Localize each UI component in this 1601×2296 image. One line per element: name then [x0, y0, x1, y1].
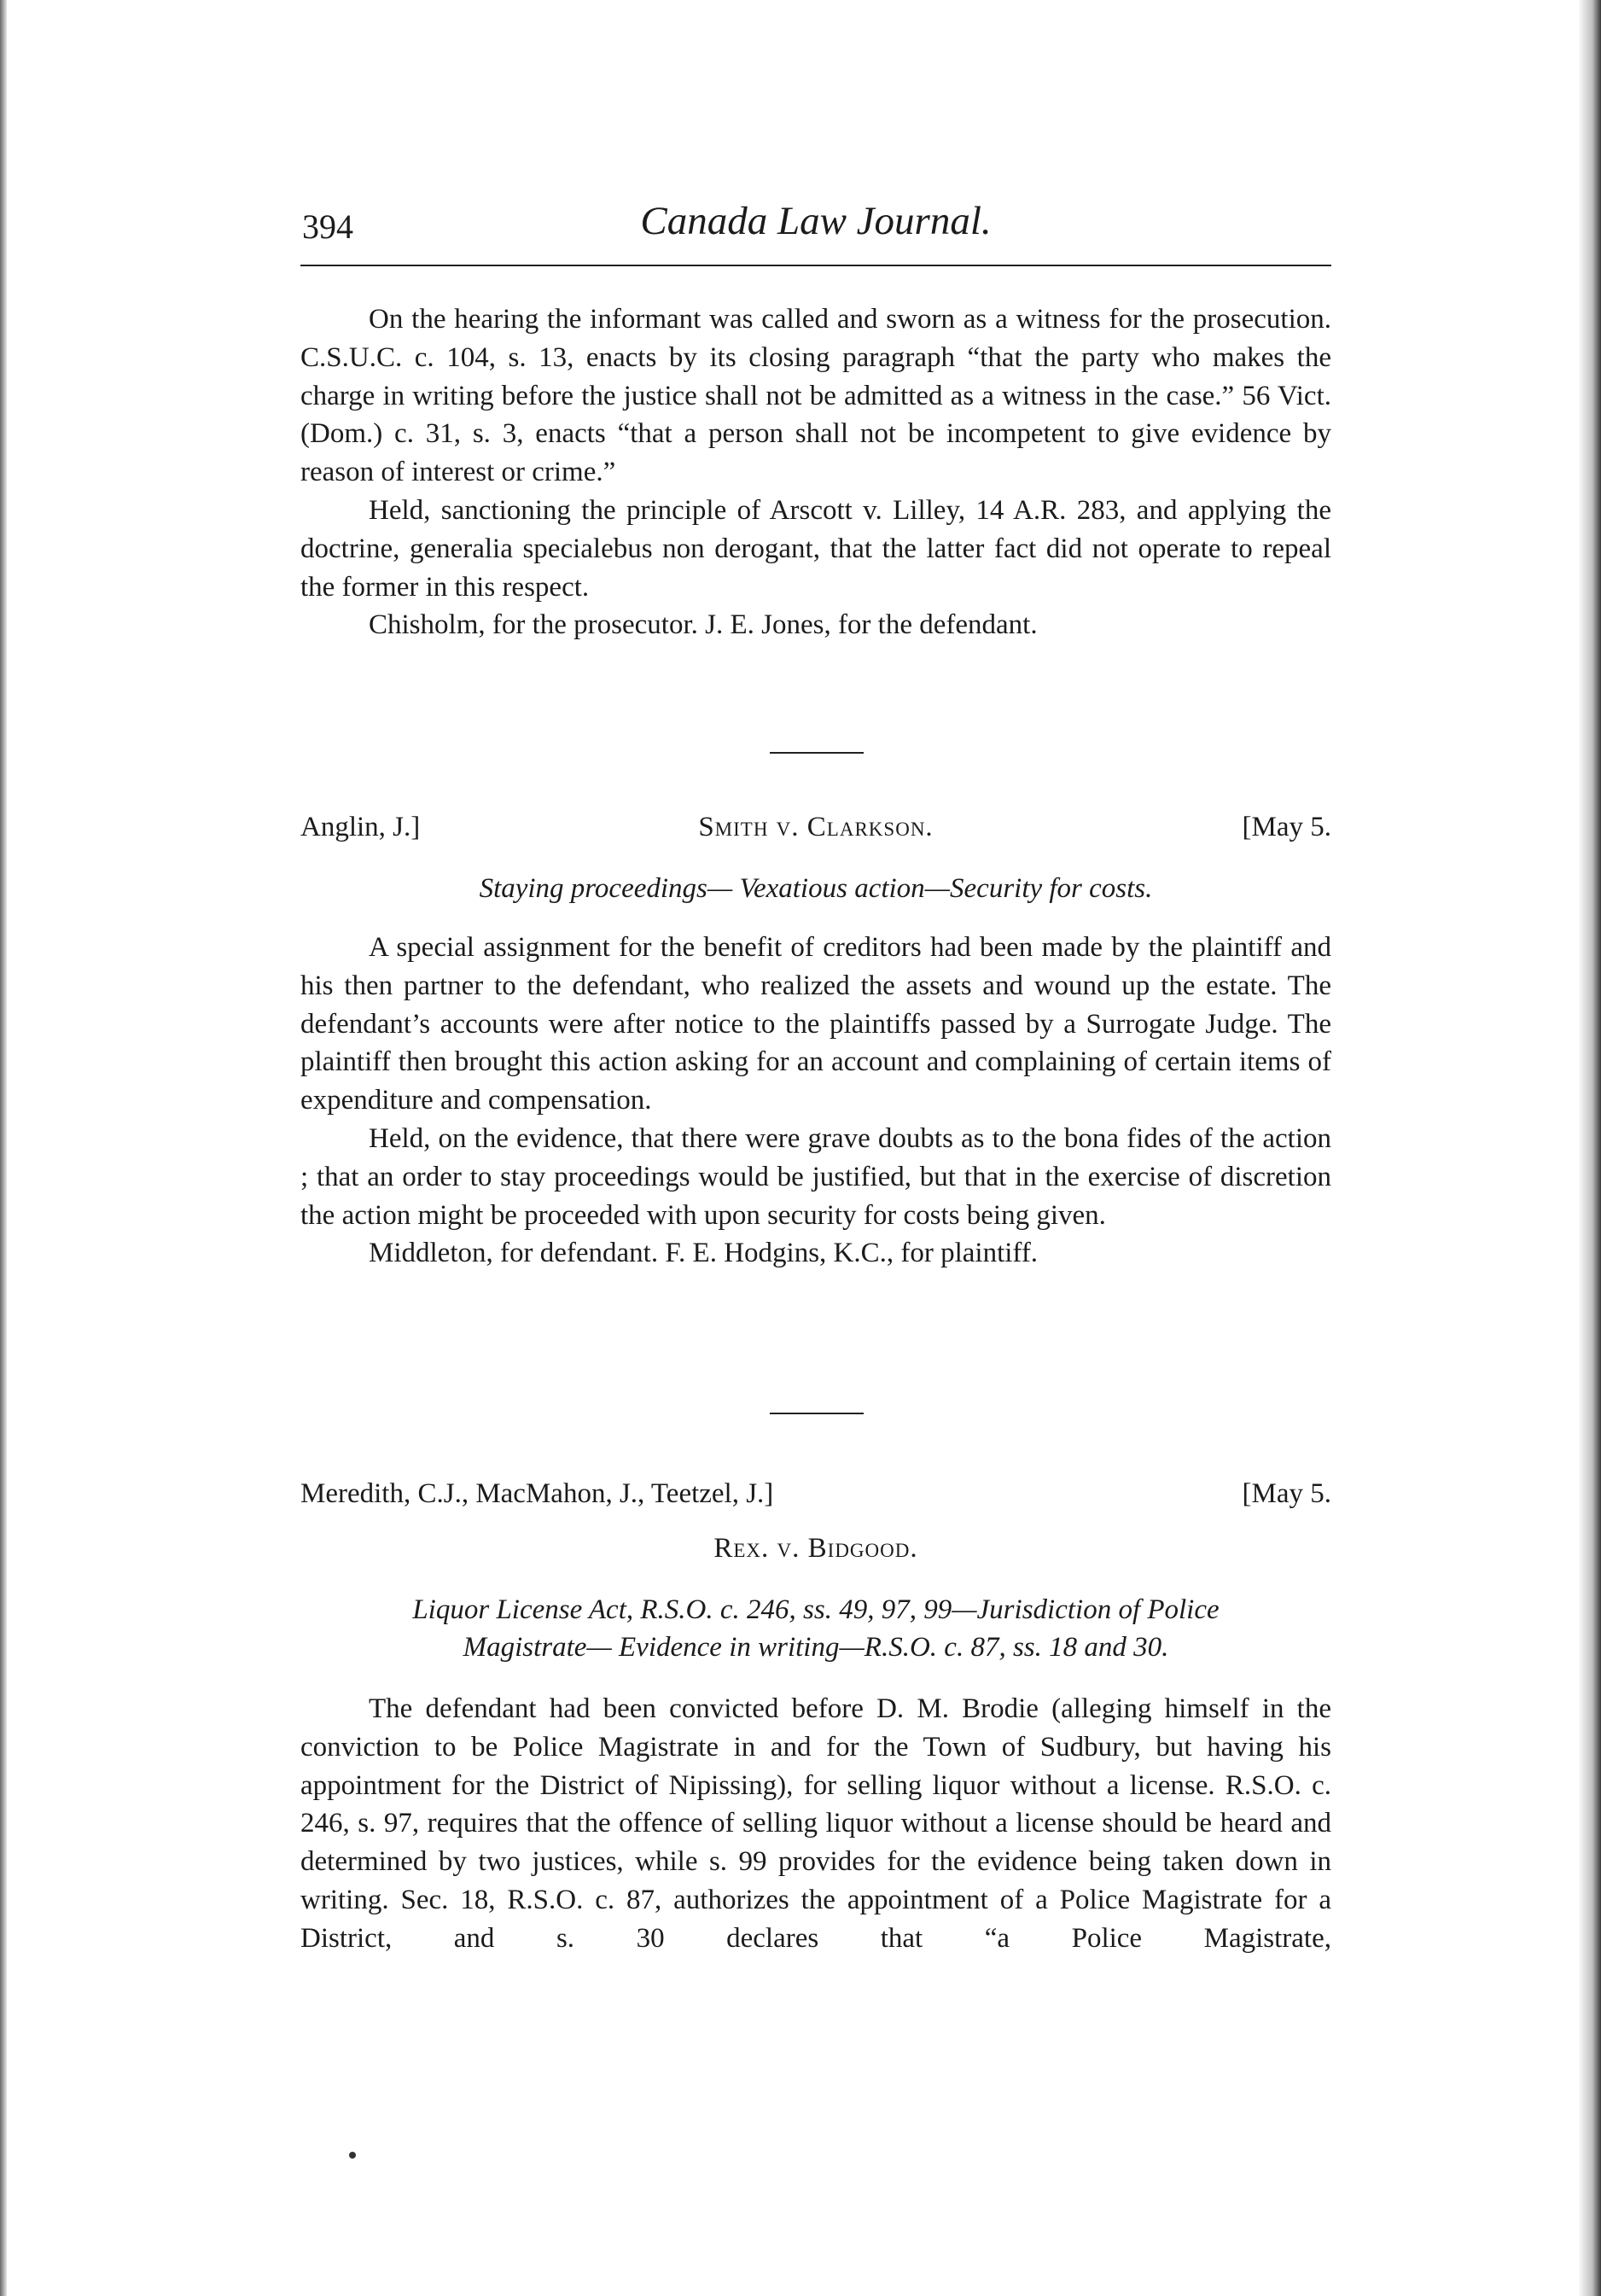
ink-speck: [349, 2152, 356, 2159]
scan-edge-left: [0, 0, 7, 2296]
case1-counsel: Chisholm, for the prosecutor. J. E. Jones, for the defendant.: [369, 609, 1038, 641]
case1-held: Held, sanctioning the principle of Arscott v. Lilley, 14 A.R. 283, and applying the doctrine, generalia specialebus non derogant, that the latter fact did not operate to repeal the former in this respect.: [300, 494, 1331, 603]
case2-paragraph: A special assignment for the benefit of creditors had been made by the plaintiff and his then partner to the defendant, who realized the assets and wound up the estate. The defendant’s accounts were after notice to the plaintiffs passed by a Surrogate Judge. The plaintiff then brought this action asking for an account and complaining of certain items of expenditure and compensation.: [300, 932, 1331, 1116]
section-separator: [770, 1413, 864, 1414]
case2-body: [300, 929, 1331, 1273]
case3-subject-2: Magistrate— Evidence in writing—R.S.O. c. 87, ss. 18 and 30.: [463, 1632, 1169, 1663]
case2-subject: Staying proceedings— Vexatious action—Security for costs.: [479, 873, 1153, 904]
scan-edge-right: [1579, 0, 1601, 2296]
header-rule: [300, 265, 1331, 266]
case2-counsel: Middleton, for defendant. F. E. Hodgins, K.C., for plaintiff.: [369, 1238, 1039, 1269]
case2-heading: [300, 812, 1331, 853]
case3-date: [May 5.: [1242, 1478, 1331, 1509]
case2-judge: Anglin, J.]: [300, 812, 421, 842]
section-separator: [770, 752, 864, 754]
case3-judges: Meredith, C.J., MacMahon, J., Teetzel, J.]: [300, 1478, 774, 1509]
case2-name: Smith v. Clarkson.: [698, 812, 934, 842]
case3-subject-1: Liquor License Act, R.S.O. c. 246, ss. 49, 97, 99—Jurisdiction of Police: [412, 1594, 1220, 1625]
case3-name: Rex. v. Bidgood.: [713, 1533, 918, 1564]
page-number: 394: [302, 207, 353, 246]
journal-title: Canada Law Journal.: [640, 199, 992, 243]
case3-body: [300, 1690, 1331, 1958]
case3-judges-line: [300, 1478, 1331, 1519]
case1-paragraph: On the hearing the informant was called and sworn as a witness for the prosecution. C.S.U.C. c. 104, s. 13, enacts by its closing paragraph “that the party who makes the charge in writing before the justice shall not be admitted as a witness in the case.” 56 Vict. (Dom.) c. 31, s. 3, enacts “that a person shall not be incompetent to give evidence by reason of interest or crime.”: [300, 304, 1331, 488]
case1-body: [300, 300, 1331, 644]
case2-date: [May 5.: [1242, 812, 1331, 842]
case3-paragraph: The defendant had been convicted before D. M. Brodie (alleging himself in the conviction to be Police Magistrate in and for the Town of Sudbury, but having his appointment for the District of Nipissing), for selling liquor without a license. R.S.O. c. 246, s. 97, requires that the offence of selling liquor without a license should be heard and determined by two justices, while s. 99 provides for the evidence being taken down in writing. Sec. 18, R.S.O. c. 87, authorizes the appointment of a Police Magistrate for a District, and s. 30 declares that “a Police Magistrate,: [300, 1693, 1331, 1954]
running-head: [300, 198, 1331, 258]
case2-held: Held, on the evidence, that there were grave doubts as to the bona fides of the action ; that an order to stay proceedings would be justified, but that in the exercise of discretion the action might be proceeded with upon security for costs being given.: [300, 1122, 1331, 1231]
case3-heading: [300, 1533, 1331, 1574]
